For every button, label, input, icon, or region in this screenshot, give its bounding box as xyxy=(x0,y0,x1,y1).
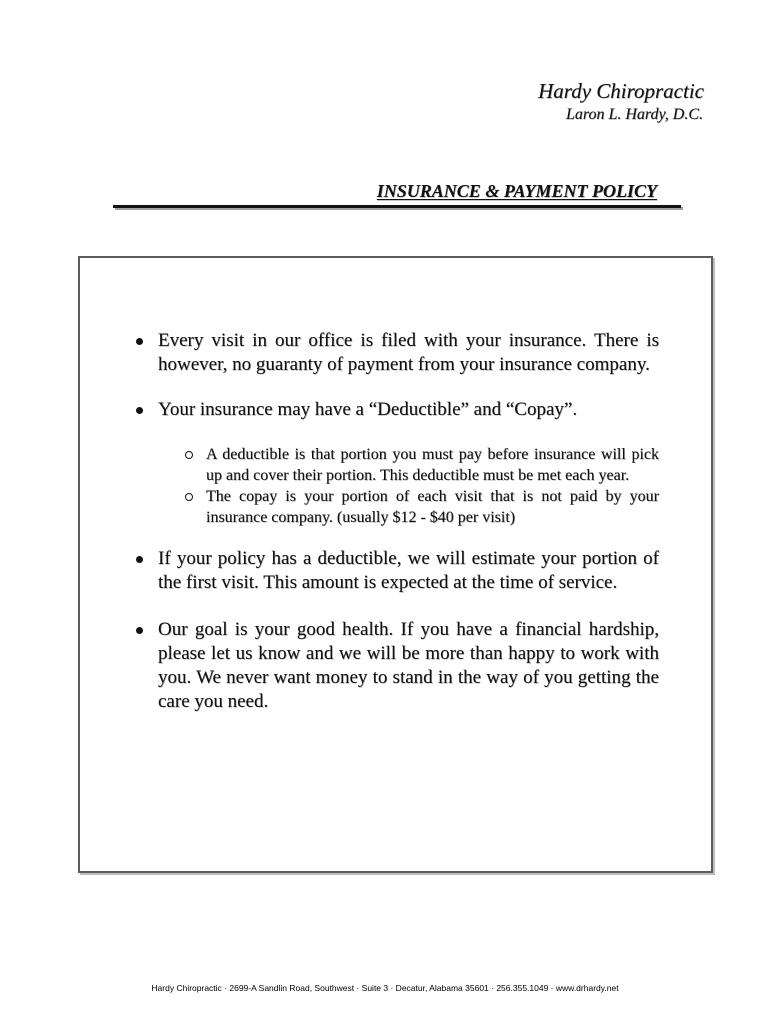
bullet-icon xyxy=(136,627,143,634)
bullet-icon xyxy=(136,407,143,414)
policy-bullet-financial-hardship xyxy=(136,618,659,714)
bullet-text: Every visit in our office is filed with your insurance. There is however, no guaranty of payment from your insurance company. xyxy=(158,330,659,375)
title-underline-rule xyxy=(113,205,681,208)
policy-bullet-insurance-filing xyxy=(136,329,659,377)
policy-bullet-deductible-copay xyxy=(136,398,659,528)
policy-box xyxy=(78,256,713,873)
sub-item-text: The copay is your portion of each visit that is not paid by your insurance company. (usually $12 - $40 per visit) xyxy=(206,488,659,526)
bullet-text: If your policy has a deductible, we will estimate your portion of the first visit. This amount is expected at the time of service. xyxy=(158,548,659,593)
bullet-text: Our goal is your good health. If you have a financial hardship, please let us know and we will be more than happy to work with you. We never want money to stand in the way of you getting the care you need. xyxy=(158,619,659,712)
bullet-icon xyxy=(136,556,143,563)
policy-bullet-list xyxy=(136,329,659,714)
policy-title: INSURANCE & PAYMENT POLICY xyxy=(376,181,657,201)
footer-contact-info: Hardy Chiropractic · 2699-A Sandlin Road, Southwest · Suite 3 · Decatur, Alabama 35601 · 256.355.1049 · www.drhardy.net xyxy=(151,983,619,993)
circle-bullet-icon xyxy=(185,451,193,459)
doctor-name: Laron L. Hardy, D.C. xyxy=(565,106,703,123)
sub-item-copay xyxy=(158,486,659,528)
letterhead xyxy=(538,78,704,125)
bullet-text: Your insurance may have a “Deductible” and “Copay”. xyxy=(158,399,578,420)
circle-bullet-icon xyxy=(185,493,193,501)
sub-item-text: A deductible is that portion you must pay before insurance will pick up and cover their portion. This deductible must be met each year. xyxy=(206,446,659,484)
deductible-copay-sub-list xyxy=(158,444,659,528)
practice-name: Hardy Chiropractic xyxy=(538,79,704,103)
bullet-icon xyxy=(136,338,143,345)
policy-bullet-first-visit-estimate xyxy=(136,547,659,595)
sub-item-deductible xyxy=(158,444,659,486)
